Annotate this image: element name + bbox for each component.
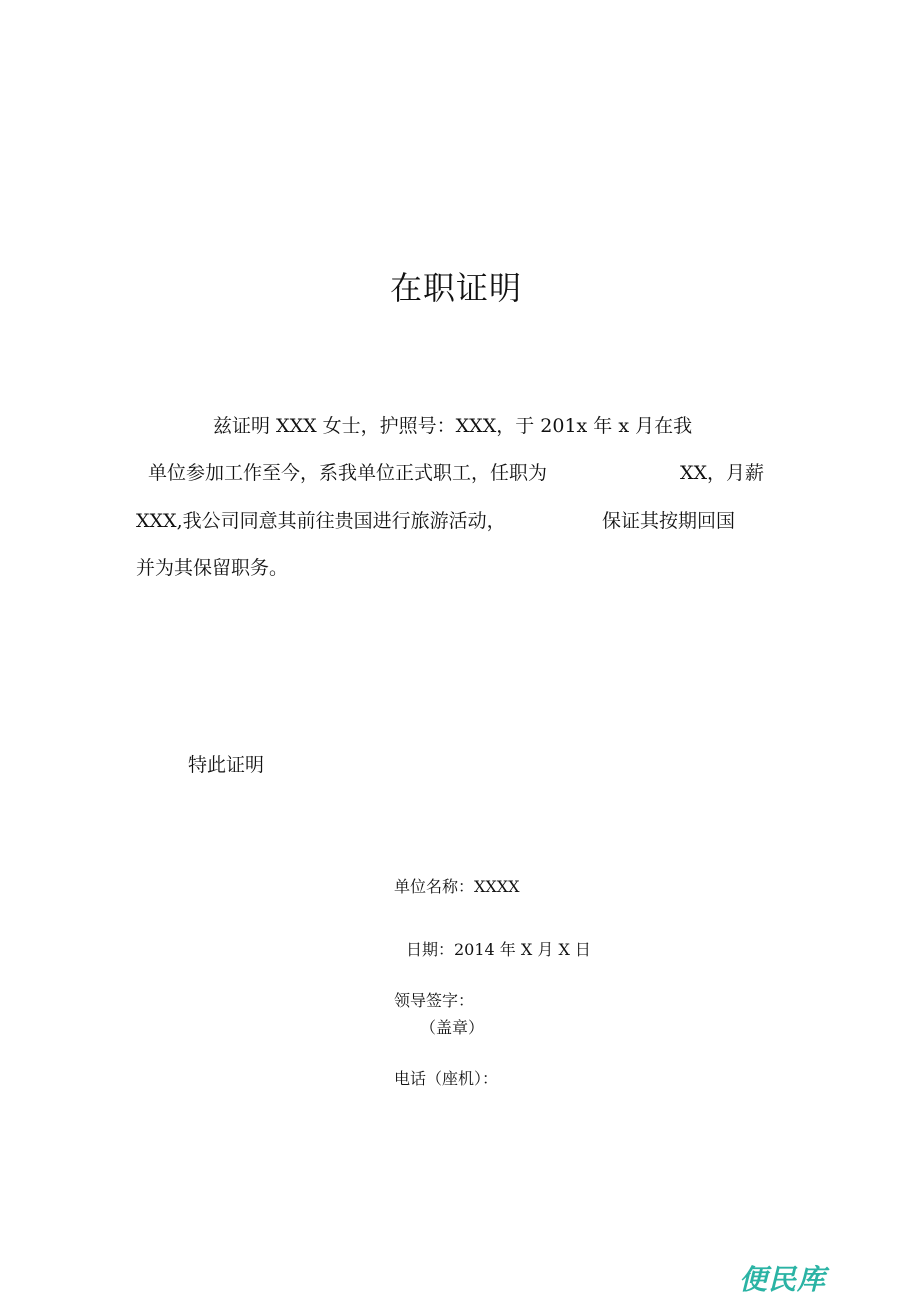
- issue-date: 日期：2014 年 X 月 X 日: [406, 940, 591, 959]
- closing-text: 特此证明: [188, 754, 265, 776]
- body-line-2a: 单位参加工作至今，系我单位正式职工，任职为: [148, 462, 548, 484]
- stamp-label: （盖章）: [420, 1018, 485, 1037]
- watermark-logo: 便民库: [739, 1263, 827, 1296]
- body-line-2b: XX，月薪: [680, 462, 765, 484]
- body-line-3b: 保证其按期回国: [602, 510, 736, 532]
- body-line-1: 兹证明 XXX 女士，护照号：XXX，于 201x 年 x 月在我: [213, 415, 693, 437]
- leader-signature-label: 领导签字：: [394, 991, 475, 1010]
- company-name: 单位名称：XXXX: [394, 877, 520, 896]
- document-title: 在职证明: [389, 269, 522, 307]
- phone-label: 电话（座机）：: [394, 1069, 499, 1088]
- body-line-3a: XXX,我公司同意其前往贵国进行旅游活动，: [136, 510, 506, 532]
- body-line-4: 并为其保留职务。: [136, 557, 289, 579]
